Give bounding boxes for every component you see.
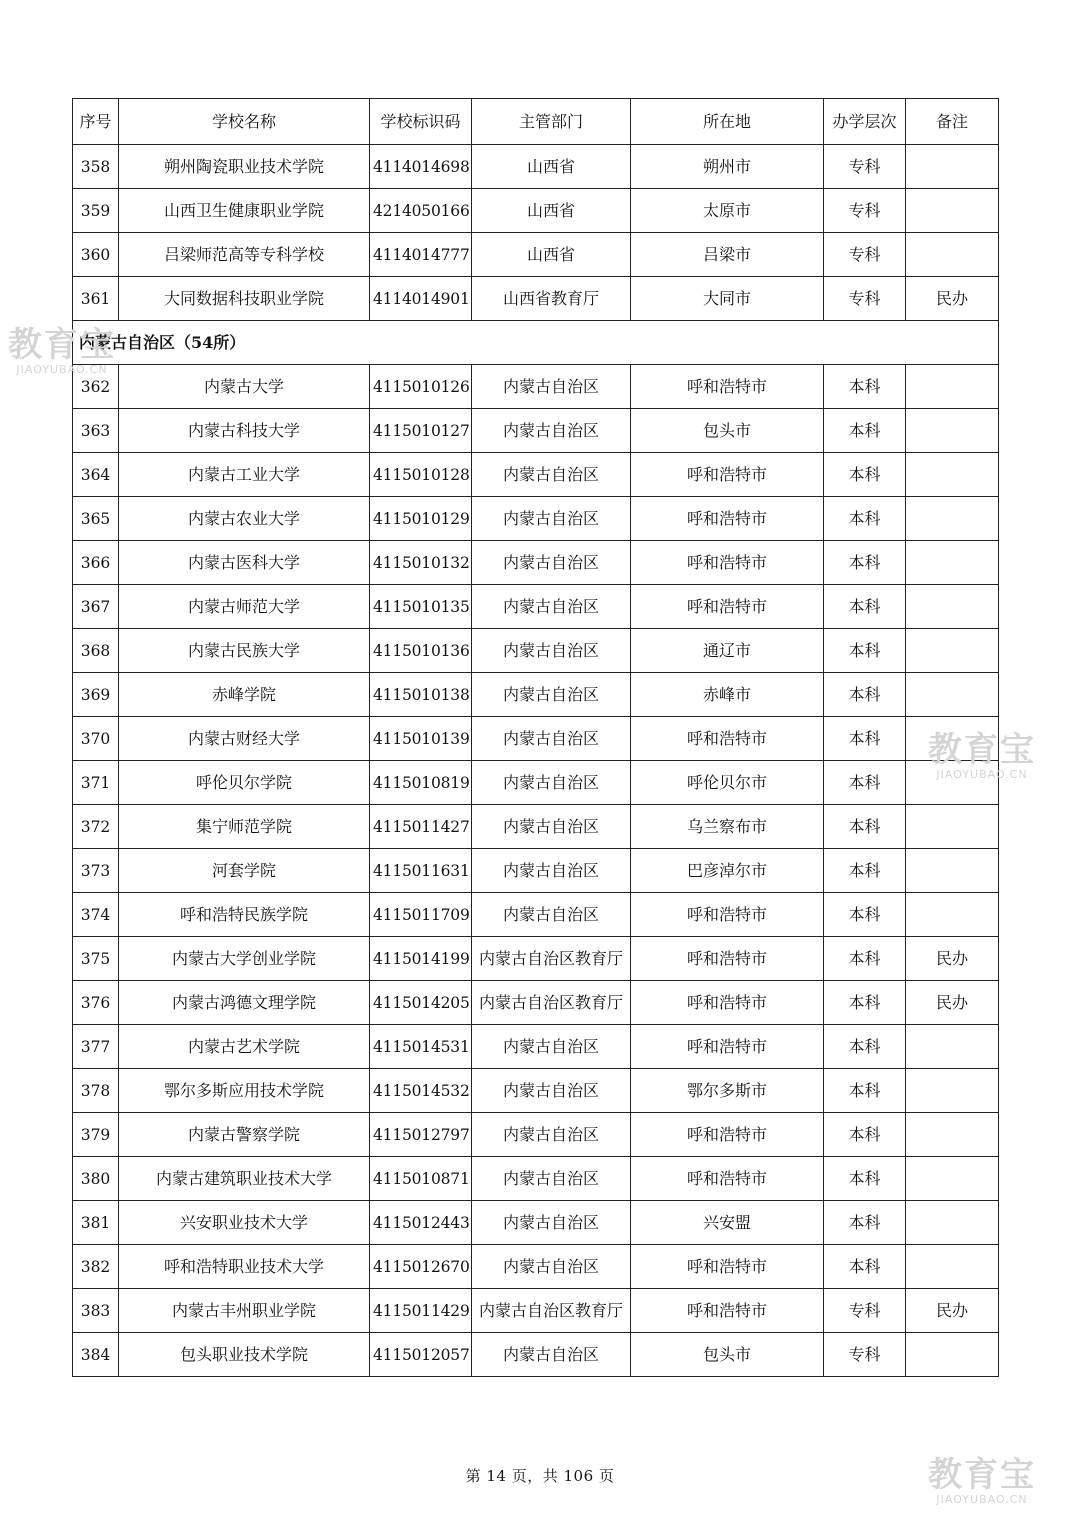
table-row [73, 1245, 999, 1289]
cell-level: 本科 [824, 1157, 906, 1201]
cell-index: 371 [73, 761, 119, 805]
table-row [73, 1025, 999, 1069]
header-remark: 备注 [906, 99, 999, 145]
cell-index: 378 [73, 1069, 119, 1113]
section-inner-mongolia [73, 321, 999, 365]
cell-department: 内蒙古自治区 [472, 365, 631, 409]
cell-location: 呼和浩特市 [631, 585, 824, 629]
cell-location: 呼和浩特市 [631, 497, 824, 541]
section-title: 内蒙古自治区（54所） [73, 321, 999, 365]
table-row [73, 673, 999, 717]
cell-school-code: 4214050166 [370, 189, 472, 233]
cell-location: 呼和浩特市 [631, 1245, 824, 1289]
cell-level: 本科 [824, 585, 906, 629]
cell-index: 364 [73, 453, 119, 497]
table-row [73, 1069, 999, 1113]
cell-location: 呼和浩特市 [631, 1289, 824, 1333]
cell-remark [906, 497, 999, 541]
cell-index: 366 [73, 541, 119, 585]
cell-department: 内蒙古自治区 [472, 497, 631, 541]
table-row [73, 1289, 999, 1333]
table-row [73, 1157, 999, 1201]
cell-remark [906, 541, 999, 585]
cell-level: 专科 [824, 1289, 906, 1333]
cell-level: 本科 [824, 365, 906, 409]
table-row [73, 453, 999, 497]
cell-remark [906, 1069, 999, 1113]
cell-remark: 民办 [906, 277, 999, 321]
cell-department: 内蒙古自治区 [472, 629, 631, 673]
cell-school-code: 4115014205 [370, 981, 472, 1025]
cell-index: 369 [73, 673, 119, 717]
cell-level: 专科 [824, 1333, 906, 1377]
cell-index: 361 [73, 277, 119, 321]
table-row [73, 629, 999, 673]
cell-school-name: 内蒙古民族大学 [119, 629, 370, 673]
cell-location: 包头市 [631, 409, 824, 453]
header-location: 所在地 [631, 99, 824, 145]
cell-level: 本科 [824, 453, 906, 497]
cell-level: 本科 [824, 761, 906, 805]
cell-department: 内蒙古自治区教育厅 [472, 1289, 631, 1333]
cell-department: 山西省教育厅 [472, 277, 631, 321]
table-row [73, 1333, 999, 1377]
cell-remark [906, 585, 999, 629]
watermark-url: JIAOYUBAO.CN [936, 768, 1028, 781]
cell-remark [906, 189, 999, 233]
cell-level: 本科 [824, 1113, 906, 1157]
cell-department: 内蒙古自治区 [472, 1069, 631, 1113]
cell-remark [906, 145, 999, 189]
cell-index: 359 [73, 189, 119, 233]
cell-level: 专科 [824, 145, 906, 189]
cell-index: 365 [73, 497, 119, 541]
cell-index: 383 [73, 1289, 119, 1333]
cell-school-code: 4115012797 [370, 1113, 472, 1157]
cell-location: 鄂尔多斯市 [631, 1069, 824, 1113]
cell-school-code: 4115012057 [370, 1333, 472, 1377]
cell-department: 内蒙古自治区教育厅 [472, 937, 631, 981]
cell-remark [906, 365, 999, 409]
table-row [73, 409, 999, 453]
cell-school-code: 4115010126 [370, 365, 472, 409]
header-index: 序号 [73, 99, 119, 145]
cell-school-name: 集宁师范学院 [119, 805, 370, 849]
table-row [73, 717, 999, 761]
cell-school-code: 4115010871 [370, 1157, 472, 1201]
cell-department: 山西省 [472, 145, 631, 189]
cell-location: 呼和浩特市 [631, 717, 824, 761]
cell-index: 373 [73, 849, 119, 893]
table-row [73, 497, 999, 541]
cell-level: 本科 [824, 849, 906, 893]
cell-index: 374 [73, 893, 119, 937]
cell-level: 本科 [824, 673, 906, 717]
cell-level: 本科 [824, 893, 906, 937]
cell-remark: 民办 [906, 937, 999, 981]
cell-location: 兴安盟 [631, 1201, 824, 1245]
table-row [73, 1113, 999, 1157]
cell-school-code: 4115010132 [370, 541, 472, 585]
cell-department: 内蒙古自治区 [472, 1025, 631, 1069]
cell-remark [906, 893, 999, 937]
cell-index: 377 [73, 1025, 119, 1069]
cell-school-name: 大同数据科技职业学院 [119, 277, 370, 321]
header-department: 主管部门 [472, 99, 631, 145]
cell-department: 内蒙古自治区 [472, 1333, 631, 1377]
cell-school-name: 兴安职业技术大学 [119, 1201, 370, 1245]
cell-school-code: 4115010127 [370, 409, 472, 453]
cell-department: 内蒙古自治区 [472, 761, 631, 805]
page-footer: 第 14 页，共 106 页 [465, 1467, 615, 1485]
cell-school-name: 内蒙古警察学院 [119, 1113, 370, 1157]
cell-school-name: 内蒙古师范大学 [119, 585, 370, 629]
cell-school-code: 4115010136 [370, 629, 472, 673]
cell-department: 内蒙古自治区 [472, 673, 631, 717]
table-header-row [73, 99, 999, 145]
header-school-name: 学校名称 [119, 99, 370, 145]
table-row [73, 541, 999, 585]
watermark-text: 教育宝 [928, 1455, 1036, 1495]
cell-level: 本科 [824, 1069, 906, 1113]
cell-school-code: 4114014777 [370, 233, 472, 277]
cell-remark [906, 849, 999, 893]
watermark-text: 教育宝 [8, 325, 116, 365]
cell-department: 内蒙古自治区 [472, 1245, 631, 1289]
cell-location: 包头市 [631, 1333, 824, 1377]
cell-location: 赤峰市 [631, 673, 824, 717]
cell-location: 乌兰察布市 [631, 805, 824, 849]
cell-school-name: 内蒙古丰州职业学院 [119, 1289, 370, 1333]
cell-school-name: 内蒙古艺术学院 [119, 1025, 370, 1069]
table-row [73, 189, 999, 233]
cell-school-name: 内蒙古建筑职业技术大学 [119, 1157, 370, 1201]
cell-school-name: 内蒙古工业大学 [119, 453, 370, 497]
cell-location: 呼和浩特市 [631, 1025, 824, 1069]
header-school-code: 学校标识码 [370, 99, 472, 145]
cell-level: 本科 [824, 1201, 906, 1245]
cell-level: 本科 [824, 937, 906, 981]
cell-remark [906, 233, 999, 277]
cell-location: 吕梁市 [631, 233, 824, 277]
cell-remark [906, 1201, 999, 1245]
cell-school-code: 4115010129 [370, 497, 472, 541]
cell-school-name: 赤峰学院 [119, 673, 370, 717]
cell-remark [906, 1157, 999, 1201]
cell-department: 内蒙古自治区 [472, 1157, 631, 1201]
cell-level: 本科 [824, 541, 906, 585]
cell-school-code: 4115010819 [370, 761, 472, 805]
cell-remark [906, 805, 999, 849]
cell-school-name: 呼和浩特民族学院 [119, 893, 370, 937]
cell-school-code: 4115010135 [370, 585, 472, 629]
cell-location: 呼和浩特市 [631, 541, 824, 585]
table-body-shanxi [73, 145, 999, 321]
cell-department: 内蒙古自治区 [472, 893, 631, 937]
cell-school-name: 内蒙古鸿德文理学院 [119, 981, 370, 1025]
table-row [73, 849, 999, 893]
table-row [73, 981, 999, 1025]
cell-location: 通辽市 [631, 629, 824, 673]
cell-school-code: 4115014199 [370, 937, 472, 981]
cell-index: 376 [73, 981, 119, 1025]
cell-department: 内蒙古自治区教育厅 [472, 981, 631, 1025]
table-row [73, 233, 999, 277]
table-row [73, 1201, 999, 1245]
cell-department: 内蒙古自治区 [472, 1201, 631, 1245]
cell-department: 内蒙古自治区 [472, 541, 631, 585]
cell-remark [906, 453, 999, 497]
cell-school-code: 4114014698 [370, 145, 472, 189]
watermark-logo [928, 1455, 1036, 1506]
cell-location: 呼和浩特市 [631, 893, 824, 937]
table-body-inner-mongolia [73, 365, 999, 1377]
cell-index: 358 [73, 145, 119, 189]
cell-department: 山西省 [472, 233, 631, 277]
cell-remark [906, 673, 999, 717]
cell-level: 本科 [824, 1025, 906, 1069]
watermark-url: JIAOYUBAO.CN [936, 1493, 1028, 1506]
cell-level: 本科 [824, 629, 906, 673]
cell-remark [906, 1333, 999, 1377]
cell-school-code: 4115010139 [370, 717, 472, 761]
cell-location: 巴彦淖尔市 [631, 849, 824, 893]
cell-school-code: 4115011631 [370, 849, 472, 893]
watermark-logo [928, 730, 1036, 781]
cell-department: 内蒙古自治区 [472, 805, 631, 849]
cell-school-code: 4115011709 [370, 893, 472, 937]
cell-department: 内蒙古自治区 [472, 717, 631, 761]
table-row [73, 761, 999, 805]
cell-level: 本科 [824, 981, 906, 1025]
cell-index: 375 [73, 937, 119, 981]
cell-remark [906, 1113, 999, 1157]
cell-index: 360 [73, 233, 119, 277]
watermark-url: JIAOYUBAO.CN [16, 363, 108, 376]
cell-school-name: 内蒙古农业大学 [119, 497, 370, 541]
cell-index: 370 [73, 717, 119, 761]
cell-school-name: 包头职业技术学院 [119, 1333, 370, 1377]
watermark-text: 教育宝 [928, 730, 1036, 770]
cell-school-name: 河套学院 [119, 849, 370, 893]
cell-location: 呼和浩特市 [631, 937, 824, 981]
cell-school-code: 4115014532 [370, 1069, 472, 1113]
cell-school-name: 山西卫生健康职业学院 [119, 189, 370, 233]
cell-school-name: 呼伦贝尔学院 [119, 761, 370, 805]
cell-school-code: 4115011429 [370, 1289, 472, 1333]
cell-index: 368 [73, 629, 119, 673]
cell-index: 379 [73, 1113, 119, 1157]
cell-remark [906, 1025, 999, 1069]
cell-school-code: 4114014901 [370, 277, 472, 321]
school-list-table [72, 98, 999, 1377]
cell-location: 呼和浩特市 [631, 981, 824, 1025]
cell-location: 大同市 [631, 277, 824, 321]
cell-location: 太原市 [631, 189, 824, 233]
header-level: 办学层次 [824, 99, 906, 145]
cell-school-name: 内蒙古大学创业学院 [119, 937, 370, 981]
cell-remark [906, 1245, 999, 1289]
cell-location: 呼伦贝尔市 [631, 761, 824, 805]
cell-index: 362 [73, 365, 119, 409]
cell-index: 382 [73, 1245, 119, 1289]
cell-school-name: 吕梁师范高等专科学校 [119, 233, 370, 277]
cell-department: 内蒙古自治区 [472, 409, 631, 453]
cell-level: 本科 [824, 409, 906, 453]
cell-school-name: 朔州陶瓷职业技术学院 [119, 145, 370, 189]
table-row [73, 805, 999, 849]
cell-level: 专科 [824, 233, 906, 277]
cell-school-name: 内蒙古财经大学 [119, 717, 370, 761]
cell-location: 呼和浩特市 [631, 453, 824, 497]
cell-index: 381 [73, 1201, 119, 1245]
cell-department: 山西省 [472, 189, 631, 233]
section-header-row [73, 321, 999, 365]
table-row [73, 277, 999, 321]
cell-school-name: 内蒙古科技大学 [119, 409, 370, 453]
table-row [73, 365, 999, 409]
cell-level: 本科 [824, 1245, 906, 1289]
watermark-logo [8, 325, 116, 376]
table-row [73, 937, 999, 981]
cell-location: 朔州市 [631, 145, 824, 189]
cell-school-code: 4115012670 [370, 1245, 472, 1289]
cell-department: 内蒙古自治区 [472, 585, 631, 629]
cell-department: 内蒙古自治区 [472, 849, 631, 893]
cell-index: 363 [73, 409, 119, 453]
cell-school-code: 4115012443 [370, 1201, 472, 1245]
cell-location: 呼和浩特市 [631, 365, 824, 409]
cell-level: 本科 [824, 717, 906, 761]
cell-school-code: 4115014531 [370, 1025, 472, 1069]
cell-index: 380 [73, 1157, 119, 1201]
table-row [73, 145, 999, 189]
cell-school-code: 4115010128 [370, 453, 472, 497]
cell-school-name: 内蒙古医科大学 [119, 541, 370, 585]
cell-school-code: 4115011427 [370, 805, 472, 849]
cell-remark [906, 409, 999, 453]
cell-school-name: 鄂尔多斯应用技术学院 [119, 1069, 370, 1113]
cell-remark [906, 629, 999, 673]
table-row [73, 893, 999, 937]
cell-location: 呼和浩特市 [631, 1157, 824, 1201]
cell-department: 内蒙古自治区 [472, 1113, 631, 1157]
cell-department: 内蒙古自治区 [472, 453, 631, 497]
cell-index: 372 [73, 805, 119, 849]
cell-index: 384 [73, 1333, 119, 1377]
cell-location: 呼和浩特市 [631, 1113, 824, 1157]
cell-level: 本科 [824, 497, 906, 541]
cell-index: 367 [73, 585, 119, 629]
cell-school-code: 4115010138 [370, 673, 472, 717]
cell-level: 专科 [824, 277, 906, 321]
cell-level: 本科 [824, 805, 906, 849]
cell-school-name: 呼和浩特职业技术大学 [119, 1245, 370, 1289]
cell-school-name: 内蒙古大学 [119, 365, 370, 409]
table-row [73, 585, 999, 629]
cell-remark: 民办 [906, 981, 999, 1025]
cell-remark: 民办 [906, 1289, 999, 1333]
cell-level: 专科 [824, 189, 906, 233]
